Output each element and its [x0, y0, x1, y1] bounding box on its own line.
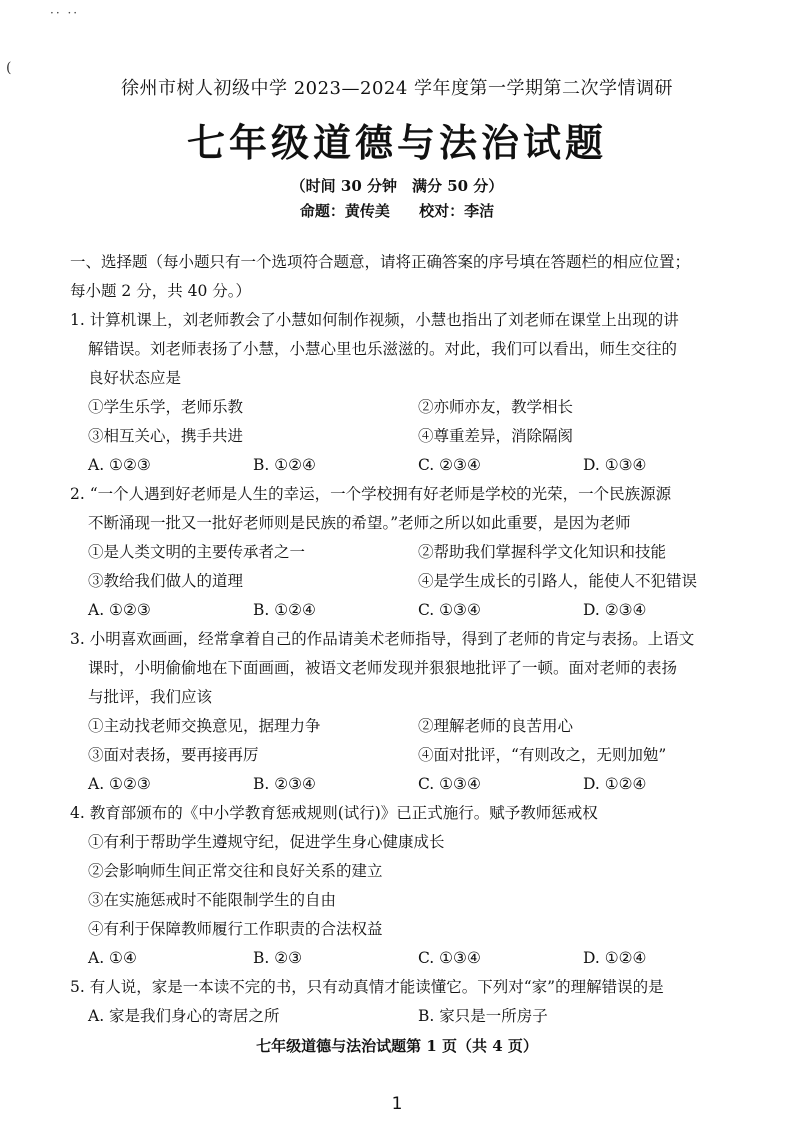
q2-choice-d: D. ②③④ [583, 601, 647, 619]
exam-title: 七年级道德与法治试题 [186, 120, 607, 165]
q2-stem-line: 2. “一个人遇到好老师是人生的幸运，一个学校拥有好老师是学校的光荣，一个民族源源 [70, 485, 672, 503]
q4-stem-line: 4. 教育部颁布的《中小学教育惩戒规则(试行)》已正式施行。赋予教师惩戒权 [70, 804, 598, 822]
q1-choices-row [70, 451, 710, 480]
q3-choice-d: D. ①②④ [583, 775, 647, 793]
proofreader: 校对：李洁 [419, 202, 495, 220]
q1-choice-d: D. ①③④ [583, 456, 647, 474]
school-heading: 徐州市树人初级中学 2023—2024 学年度第一学期第二次学情调研 [120, 78, 674, 99]
q3-item: ①主动找老师交换意见，据理力争 [88, 717, 321, 735]
q3-items-row [70, 712, 710, 741]
q1-item: ③相互关心，携手共进 [88, 427, 244, 445]
scan-mark-dots: ·· ·· [50, 6, 80, 20]
q3-choice-c: C. ①③④ [418, 775, 481, 793]
q3-choices-row [70, 770, 710, 799]
q4-item: ③在实施惩戒时不能限制学生的自由 [88, 891, 337, 909]
q1-item: ①学生乐学，老师乐教 [88, 398, 244, 416]
q3-stem-line: 与批评，我们应该 [88, 688, 213, 706]
question-area [70, 248, 710, 1031]
page-number: 1 [391, 1094, 403, 1114]
q2-choice-b: B. ①②④ [253, 601, 316, 619]
q4-choice-c: C. ①③④ [418, 949, 481, 967]
q1-item: ④尊重差异，消除隔阂 [418, 427, 574, 445]
q1-stem-line: 1. 计算机课上，刘老师教会了小慧如何制作视频，小慧也指出了刘老师在课堂上出现的讲 [70, 311, 679, 329]
q2-choices-row [70, 596, 710, 625]
q4-choice-a: A. ①④ [88, 949, 137, 967]
q2-choice-a: A. ①②③ [88, 601, 151, 619]
q1-item: ②亦师亦友，教学相长 [418, 398, 574, 416]
q4-item: ②会影响师生间正常交往和良好关系的建立 [88, 862, 383, 880]
q3-items-row [70, 741, 710, 770]
q1-items-row [70, 393, 710, 422]
scan-mark-paren: ( [6, 60, 12, 76]
author: 命题：黄传美 [299, 202, 390, 220]
page-footer: 七年级道德与法治试题第 1 页（共 4 页） [256, 1037, 538, 1055]
q3-item: ②理解老师的良苦用心 [418, 717, 574, 735]
q2-items-row [70, 538, 710, 567]
q2-stem-line: 不断涌现一批又一批好老师则是民族的希望。”老师之所以如此重要，是因为老师 [88, 514, 631, 532]
section-heading-line-1: 一、选择题（每小题只有一个选项符合题意，请将正确答案的序号填在答题栏的相应位置； [70, 253, 691, 271]
q3-item: ③面对表扬，要再接再厉 [88, 746, 259, 764]
q4-item: ①有利于帮助学生遵规守纪，促进学生身心健康成长 [88, 833, 445, 851]
q2-item: ④是学生成长的引路人，能使人不犯错误 [418, 572, 698, 590]
q2-choice-c: C. ①③④ [418, 601, 481, 619]
q3-item: ④面对批评，“有则改之，无则加勉” [418, 746, 667, 764]
q3-choice-a: A. ①②③ [88, 775, 151, 793]
q5-choices-row [70, 1002, 710, 1031]
q5-choice-b: B. 家只是一所房子 [418, 1007, 548, 1025]
q4-choice-b: B. ②③ [253, 949, 303, 967]
q1-choice-c: C. ②③④ [418, 456, 481, 474]
q3-stem-line: 课时，小明偷偷地在下面画画，被语文老师发现并狠狠地批评了一顿。面对老师的表扬 [88, 659, 678, 677]
q1-choice-a: A. ①②③ [88, 456, 151, 474]
q2-item: ③教给我们做人的道理 [88, 572, 244, 590]
q1-stem-line: 解错误。刘老师表扬了小慧，小慧心里也乐滋滋的。对此，我们可以看出，师生交往的 [88, 340, 678, 358]
q2-item: ②帮助我们掌握科学文化知识和技能 [418, 543, 667, 561]
q3-choice-b: B. ②③④ [253, 775, 316, 793]
q5-choice-a: A. 家是我们身心的寄居之所 [88, 1007, 280, 1025]
author-line [0, 200, 794, 221]
q4-choices-row [70, 944, 710, 973]
time-info: （时间 30 分钟 满分 50 分） [290, 177, 504, 195]
q1-stem-line: 良好状态应是 [88, 369, 182, 387]
q3-stem-line: 3. 小明喜欢画画，经常拿着自己的作品请美术老师指导，得到了老师的肯定与表扬。上语文 [70, 630, 695, 648]
section-heading-line-2: 每小题 2 分，共 40 分。） [70, 282, 252, 300]
q1-choice-b: B. ①②④ [253, 456, 316, 474]
q2-item: ①是人类文明的主要传承者之一 [88, 543, 306, 561]
q2-items-row [70, 567, 710, 596]
q5-stem-line: 5. 有人说，家是一本读不完的书，只有动真情才能读懂它。下列对“家”的理解错误的是 [70, 978, 664, 996]
q4-choice-d: D. ①②④ [583, 949, 647, 967]
q4-item: ④有利于保障教师履行工作职责的合法权益 [88, 920, 383, 938]
q1-items-row [70, 422, 710, 451]
